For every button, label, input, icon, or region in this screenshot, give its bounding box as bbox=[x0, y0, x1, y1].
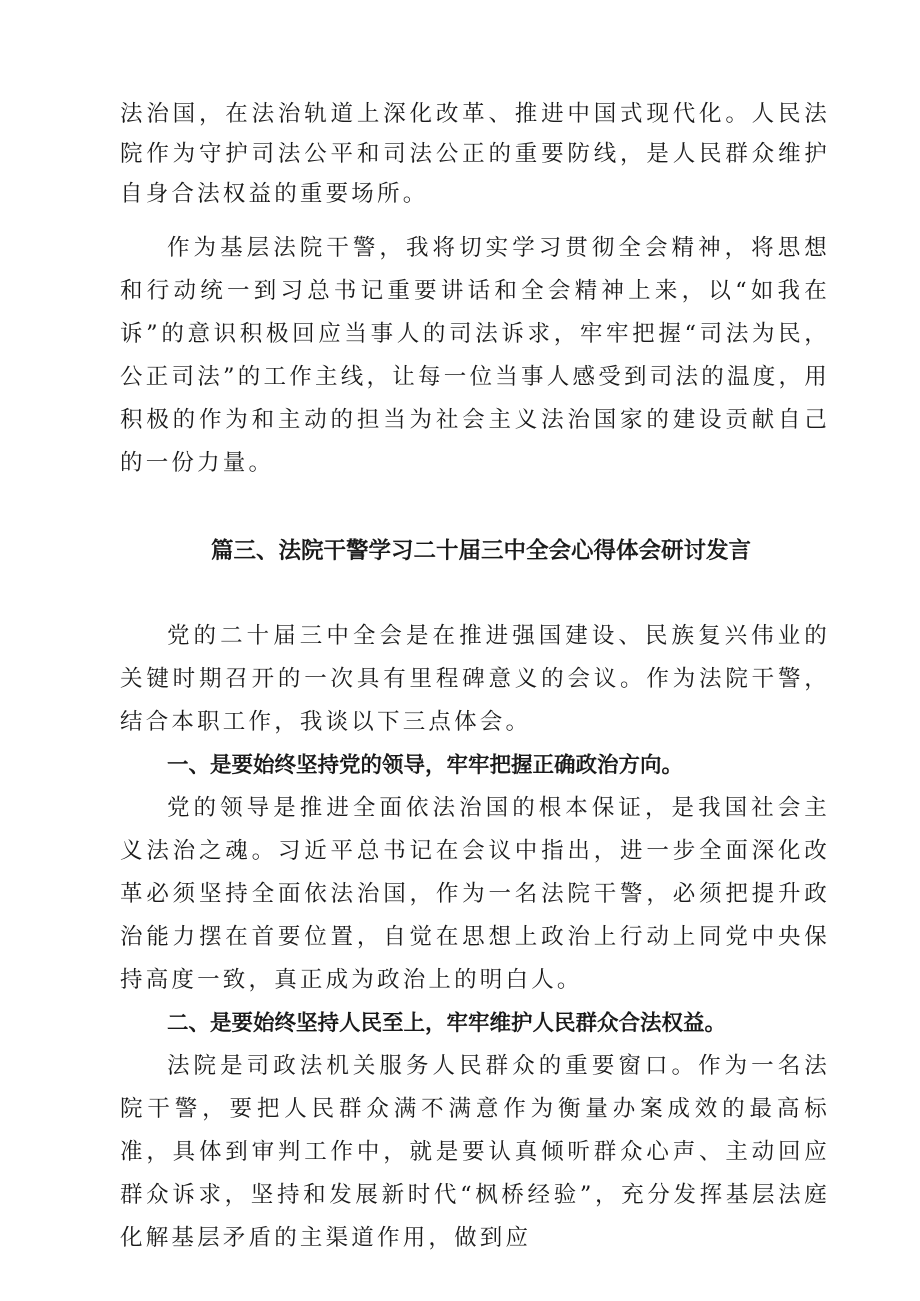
heading-one: 一、是要始终坚持党的领导，牢牢把握正确政治方向。 bbox=[167, 753, 684, 778]
heading-two: 二、是要始终坚持人民至上，牢牢维护人民群众合法权益。 bbox=[167, 1011, 727, 1036]
paragraph-intro: 党的二十届三中全会是在推进强国建设、民族复兴伟业的关键时期召开的一次具有里程碑意义的会议。作为法院干警，结合本职工作，我谈以下三点体会。 bbox=[120, 623, 830, 735]
paragraph-commitment: 作为基层法院干警，我将切实学习贯彻全会精神，将思想和行动统一到习总书记重要讲话和全会精神上来，以“如我在诉”的意识积极回应当事人的司法诉求，牢牢把握“司法为民，公正司法”的工作主线，让每一位当事人感受到司法的温度，用积极的作为和主动的担当为社会主义法治国家的建设贡献自己的一份力量。 bbox=[120, 235, 830, 476]
paragraph-continued: 法治国，在法治轨道上深化改革、推进中国式现代化。人民法院作为守护司法公平和司法公正的重要防线，是人民群众维护自身合法权益的重要场所。 bbox=[120, 101, 830, 207]
section-title: 篇三、法院干警学习二十届三中全会心得体会研讨发言 bbox=[210, 538, 751, 564]
paragraph-people-first: 法院是司政法机关服务人民群众的重要窗口。作为一名法院干警，要把人民群众满不满意作为衡量办案成效的最高标准，具体到审判工作中，就是要认真倾听群众心声、主动回应群众诉求，坚持和发展新时代“枫桥经验”，充分发挥基层法庭化解基层矛盾的主渠道作用，做到应 bbox=[120, 1053, 830, 1251]
document-page bbox=[120, 94, 830, 1260]
paragraph-party-leadership: 党的领导是推进全面依法治国的根本保证，是我国社会主义法治之魂。习近平总书记在会议中指出，进一步全面深化改革必须坚持全面依法治国，作为一名法院干警，必须把提升政治能力摆在首要位置，自觉在思想上政治上行动上同党中央保持高度一致，真正成为政治上的明白人。 bbox=[120, 795, 830, 993]
